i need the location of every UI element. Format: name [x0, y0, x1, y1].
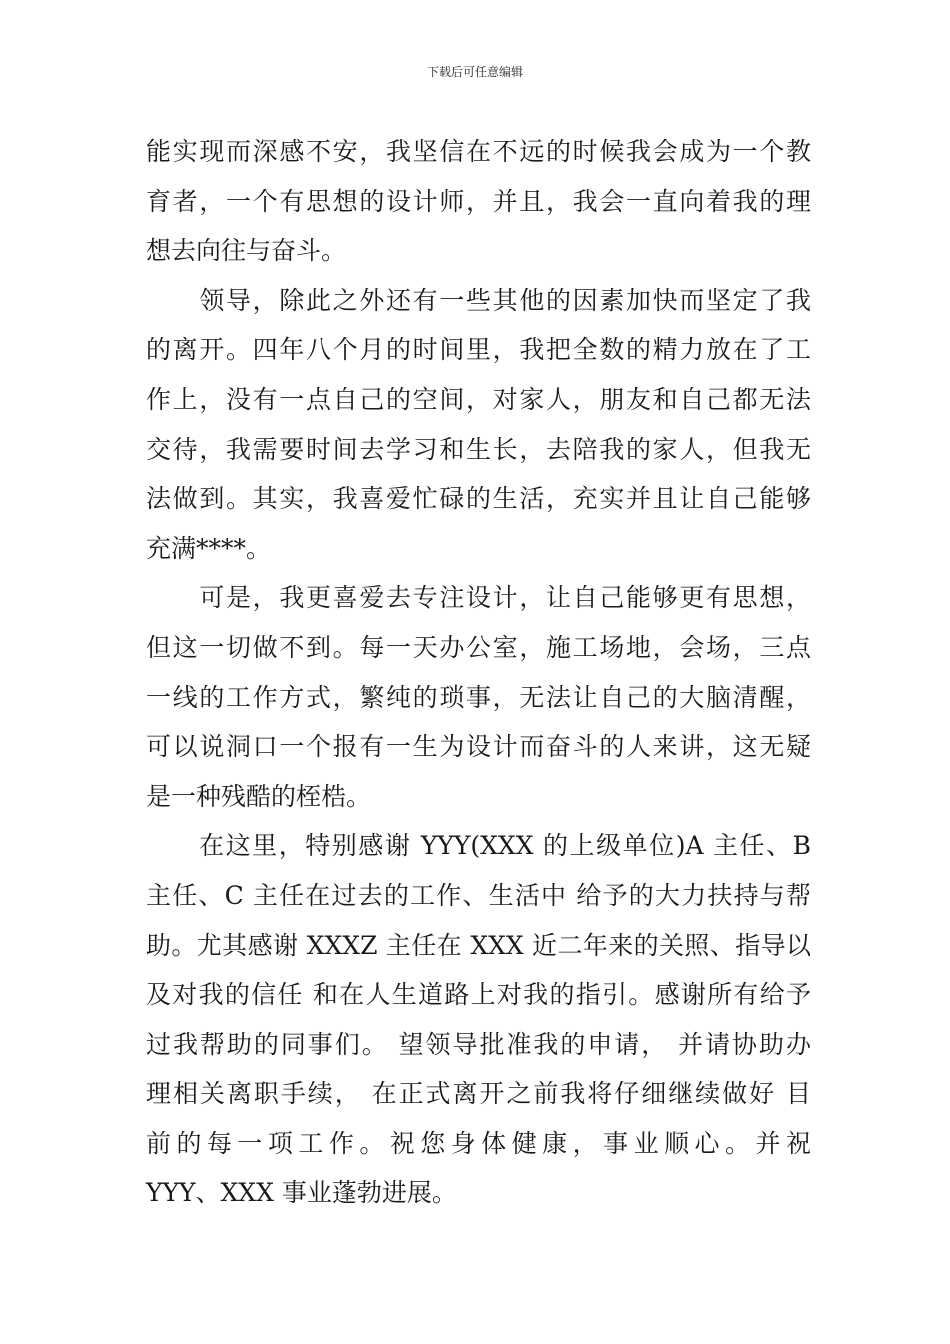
- text-line: 的离开。四年八个月的时间里，我把全数的精力放在了工: [146, 335, 811, 365]
- text-line: 主任、C 主任在过去的工作、生活中 给予的大力扶持与帮: [146, 880, 811, 910]
- paragraph-4: [146, 821, 811, 1218]
- text-line: 育者，一个有思想的设计师，并且，我会一直向着我的理: [146, 186, 811, 216]
- text-line: 充满****。: [146, 533, 272, 563]
- text-line: 是一种残酷的桎梏。: [146, 781, 372, 811]
- text-line: 及对我的信任 和在人生道路上对我的指引。感谢所有给予: [146, 980, 811, 1010]
- text-line: 一线的工作方式，繁纯的琐事，无法让自己的大脑清醒，: [146, 682, 811, 712]
- text-line: 想去向往与奋斗。: [146, 236, 347, 266]
- text-line: 可是，我更喜爱去专注设计，让自己能够更有思想，: [146, 583, 811, 613]
- text-line: 作上，没有一点自己的空间，对家人，朋友和自己都无法: [146, 384, 811, 414]
- text-line: 法做到。其实，我喜爱忙碌的生活，充实并且让自己能够: [146, 484, 811, 514]
- paragraph-2: [146, 276, 811, 574]
- text-line: 交待，我需要时间去学习和生长，去陪我的家人，但我无: [146, 434, 811, 464]
- text-line: 前的每一项工作。祝您身体健康，事业顺心。并祝: [146, 1128, 811, 1158]
- document-body: [146, 127, 811, 1218]
- page-header: 下载后可任意编辑: [426, 65, 523, 79]
- text-line: 在这里，特别感谢 YYY(XXX 的上级单位)A 主任、B: [146, 831, 811, 861]
- text-line: 过我帮助的同事们。 望领导批准我的申请， 并请协助办: [146, 1029, 811, 1059]
- text-line: 能实现而深感不安，我坚信在不远的时候我会成为一个教: [146, 137, 811, 166]
- text-line: 但这一切做不到。每一天办公室，施工场地，会场，三点: [146, 632, 811, 662]
- paragraph-3: [146, 573, 811, 821]
- text-line: 领导，除此之外还有一些其他的因素加快而坚定了我: [146, 285, 811, 315]
- text-line: 理相关离职手续， 在正式离开之前我将仔细继续做好 目: [146, 1079, 811, 1109]
- text-line: YYY、XXX 事业蓬勃进展。: [146, 1178, 457, 1208]
- text-line: 可以说洞口一个报有一生为设计而奋斗的人来讲，这无疑: [146, 732, 811, 762]
- paragraph-1: [146, 127, 811, 276]
- text-line: 助。尤其感谢 XXXZ 主任在 XXX 近二年来的关照、指导以: [146, 930, 811, 960]
